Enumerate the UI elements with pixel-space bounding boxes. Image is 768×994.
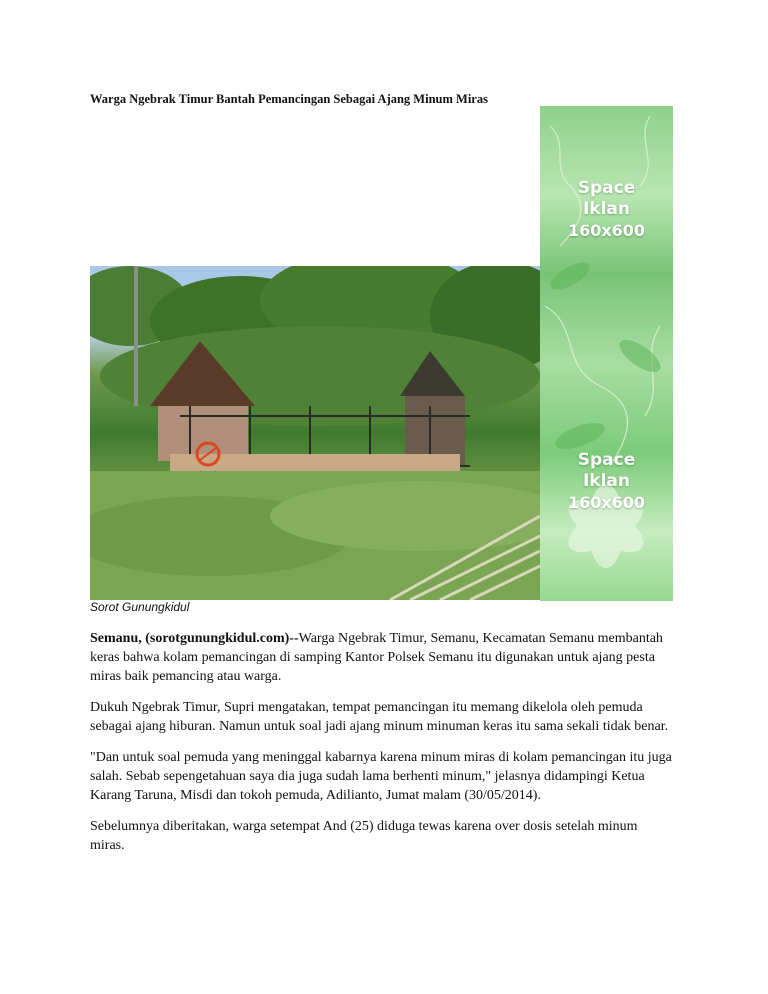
- paragraph-4: Sebelumnya diberitakan, warga setempat And (25) diduga tewas karena over dosis setelah minum miras.: [90, 819, 638, 853]
- lead-paragraph: [90, 629, 675, 686]
- ad-bottom-size: 160x600: [567, 493, 646, 512]
- ad-top-line1: Space: [577, 178, 636, 198]
- paragraph-2: Dukuh Ngebrak Timur, Supri mengatakan, tempat pemancingan itu memang dikelola oleh pemuda sebagai ajang hiburan. Namun untuk soal jadi ajang minum minuman keras itu sama sekali tidak benar.: [90, 700, 669, 734]
- ad-top-line2: Iklan: [582, 199, 631, 219]
- article-photo: [90, 266, 540, 600]
- ad-banner[interactable]: [540, 106, 673, 601]
- ad-top-size: 160x600: [567, 221, 646, 240]
- photo-scene: [90, 266, 540, 600]
- ad-label-bottom: [540, 450, 673, 513]
- ad-label-top: [540, 178, 673, 241]
- paragraph-3: "Dan untuk soal pemuda yang meninggal kabarnya karena minum miras di kolam pemancingan itu juga salah. Sebab sepengetahuan saya dia juga sudah lama berhenti minum," jelasnya didampingi Ketua Karang Taruna, Misdi dan tokoh pemuda, Adilianto, Jumat malam (30/05/2014).: [90, 750, 672, 803]
- dateline: Semanu, (sorotgunungkidul.com)--: [90, 631, 299, 646]
- ad-bottom-line2: Iklan: [582, 471, 631, 491]
- ad-bottom-line1: Space: [577, 450, 636, 470]
- article-body: [90, 629, 675, 867]
- lead-text: Warga Ngebrak Timur, Semanu, Kecamatan Semanu membantah keras bahwa kolam pemancingan di samping Kantor Polsek Semanu itu digunakan untuk ajang pesta miras baik pemancing atau warga.: [90, 631, 663, 684]
- article-title: Warga Ngebrak Timur Bantah Pemancingan Sebagai Ajang Minum Miras: [90, 92, 488, 106]
- photo-caption: Sorot Gunungkidul: [90, 600, 190, 614]
